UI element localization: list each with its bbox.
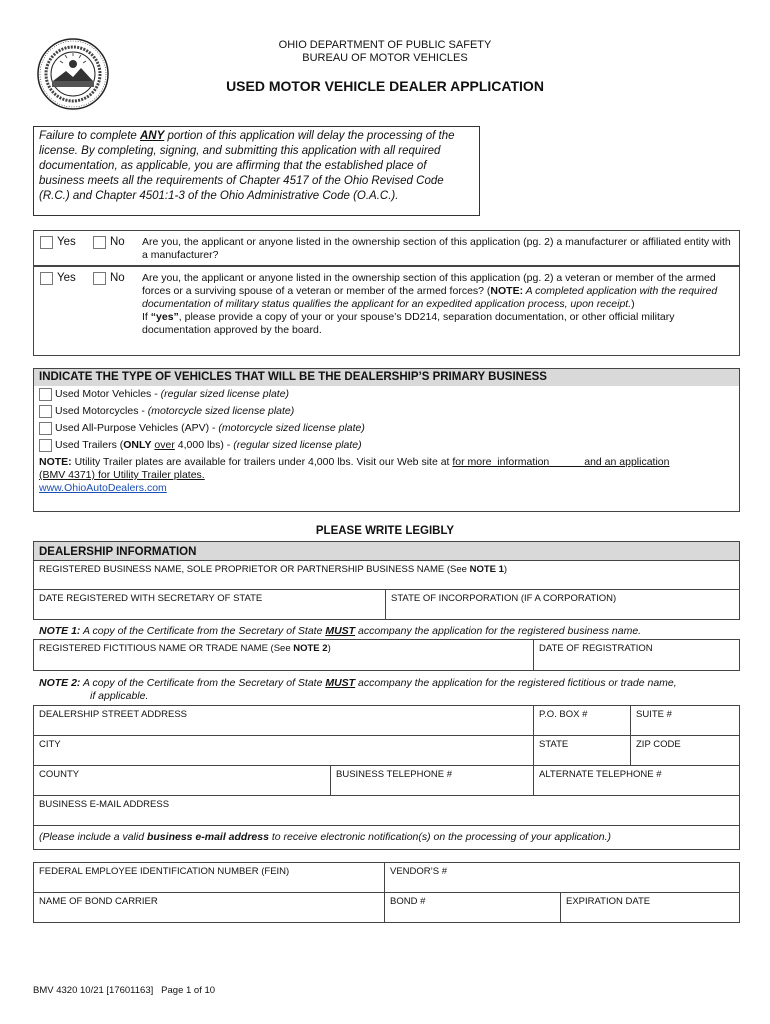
county-field[interactable] bbox=[33, 765, 331, 796]
vehicle-option-label: Used All-Purpose Vehicles (APV) - bbox=[55, 422, 219, 434]
manufacturer-question-row bbox=[33, 230, 740, 266]
q2-note-label: NOTE: bbox=[490, 285, 524, 297]
business-name-label: REGISTERED BUSINESS NAME, SOLE PROPRIETOR OR PARTNERSHIP BUSINESS NAME (See bbox=[39, 564, 470, 575]
note1-must: MUST bbox=[325, 625, 356, 637]
bond-number-field[interactable] bbox=[384, 892, 561, 923]
q1-no-label: No bbox=[110, 236, 125, 248]
fein-label: FEDERAL EMPLOYEE IDENTIFICATION NUMBER (FEIN) bbox=[39, 866, 290, 877]
zip-code-label: ZIP CODE bbox=[636, 739, 681, 750]
email-note-bold: business e-mail address bbox=[146, 831, 269, 843]
street-address-field[interactable] bbox=[33, 705, 534, 736]
suite-field[interactable] bbox=[630, 705, 740, 736]
fictitious-close: ) bbox=[327, 643, 331, 654]
expiration-date-label: EXPIRATION DATE bbox=[566, 896, 651, 907]
warning-text-cont: portion of this application will delay the processing of the license. By completing, signing, and submitting this application with all required documentation, as applicable, you are affirming that the established place of business meets all the requirements of Chapter 4517 of the Ohio Revised Code (R.C.) and Chapter 4501:1-3 of the Ohio Administrative Code (O.A.C.). bbox=[39, 130, 455, 202]
vendor-number-label: VENDOR’S # bbox=[390, 866, 448, 877]
business-email-field[interactable] bbox=[33, 795, 740, 826]
warning-any: ANY bbox=[140, 130, 165, 142]
note2-ref: NOTE 2 bbox=[293, 643, 328, 654]
dealership-info-header bbox=[33, 541, 740, 560]
city-field[interactable] bbox=[33, 735, 534, 766]
date-registered-field[interactable] bbox=[33, 589, 386, 620]
alternate-telephone-field[interactable] bbox=[533, 765, 740, 796]
motorcycles-checkbox[interactable] bbox=[39, 405, 52, 418]
date-registered-label: DATE REGISTERED WITH SECRETARY OF STATE bbox=[39, 593, 263, 604]
note2-text: A copy of the Certificate from the Secretary of State bbox=[80, 677, 326, 689]
note-label: NOTE: bbox=[39, 456, 72, 468]
email-note-row bbox=[33, 825, 740, 850]
alternate-telephone-label: ALTERNATE TELEPHONE # bbox=[539, 769, 662, 780]
expiration-date-field[interactable] bbox=[560, 892, 740, 923]
motor-vehicles-checkbox[interactable] bbox=[39, 388, 52, 401]
trailers-checkbox[interactable] bbox=[39, 439, 52, 452]
state-field[interactable] bbox=[533, 735, 631, 766]
note1-text: A copy of the Certificate from the Secretary of State bbox=[80, 625, 326, 637]
suite-label: SUITE # bbox=[636, 709, 672, 720]
street-address-label: DEALERSHIP STREET ADDRESS bbox=[39, 709, 188, 720]
business-telephone-label: BUSINESS TELEPHONE # bbox=[336, 769, 452, 780]
fictitious-name-field[interactable] bbox=[33, 639, 534, 671]
write-legibly-heading: PLEASE WRITE LEGIBLY bbox=[315, 525, 455, 537]
q2-no-label: No bbox=[110, 272, 125, 284]
manufacturer-question: Are you, the applicant or anyone listed in the ownership section of this application (pg. 2) a manufacturer or affiliated entity with a manufacturer? bbox=[142, 236, 731, 261]
note1-text-cont: accompany the application for the registered business name. bbox=[355, 625, 642, 637]
q2-yes-label: Yes bbox=[57, 272, 76, 284]
q2-yes-checkbox[interactable] bbox=[40, 272, 53, 285]
veteran-question bbox=[142, 272, 733, 337]
vehicle-option-motor bbox=[34, 386, 739, 403]
vehicle-option-apv bbox=[34, 420, 739, 437]
apv-checkbox[interactable] bbox=[39, 422, 52, 435]
q2-yes-quote: “yes” bbox=[150, 311, 179, 323]
warning-box bbox=[33, 126, 480, 216]
bond-number-label: BOND # bbox=[390, 896, 426, 907]
business-name-close: ) bbox=[503, 564, 508, 575]
info-link[interactable]: for more information and an application bbox=[452, 456, 670, 468]
q1-yes-checkbox[interactable] bbox=[40, 236, 53, 249]
state-label: STATE bbox=[539, 739, 569, 750]
ohio-auto-dealers-link[interactable]: www.OhioAutoDealers.com bbox=[39, 482, 167, 494]
city-label: CITY bbox=[39, 739, 61, 750]
date-of-registration-label: DATE OF REGISTRATION bbox=[539, 643, 653, 654]
vehicle-option-motorcycle bbox=[34, 403, 739, 420]
form-title: USED MOTOR VEHICLE DEALER APPLICATION bbox=[226, 78, 544, 94]
state-incorporation-label: STATE OF INCORPORATION (IF A CORPORATION) bbox=[391, 593, 617, 604]
po-box-label: P.O. BOX # bbox=[539, 709, 588, 720]
email-note-text-cont: to receive electronic notification(s) on the processing of your application.) bbox=[268, 831, 611, 843]
fein-field[interactable] bbox=[33, 862, 385, 893]
q1-yes-label: Yes bbox=[57, 236, 76, 248]
note2-label: NOTE 2: bbox=[39, 677, 81, 689]
vehicle-option-label: Used Motor Vehicles - bbox=[55, 388, 161, 400]
fictitious-name-label: REGISTERED FICTITIOUS NAME OR TRADE NAME (See bbox=[39, 643, 294, 654]
bond-carrier-field[interactable] bbox=[33, 892, 385, 923]
dealership-info-heading: DEALERSHIP INFORMATION bbox=[39, 546, 197, 558]
note1-label: NOTE 1: bbox=[39, 625, 81, 637]
note2-text-cont: accompany the application for the registered fictitious or trade name, bbox=[355, 677, 677, 689]
note-1 bbox=[39, 625, 641, 638]
date-of-registration-field[interactable] bbox=[533, 639, 740, 671]
county-label: COUNTY bbox=[39, 769, 80, 780]
q2-note-text: A completed application with the required documentation of military status qualifies the applicant for an expedited application process, upon receipt. bbox=[142, 285, 718, 310]
q2-no-checkbox[interactable] bbox=[93, 272, 106, 285]
trailers-only: ONLY bbox=[123, 439, 152, 451]
vehicle-option-detail: (regular sized license plate) bbox=[160, 388, 290, 400]
trailers-detail: (regular sized license plate) bbox=[233, 439, 362, 451]
bond-carrier-label: NAME OF BOND CARRIER bbox=[39, 896, 158, 907]
note-2 bbox=[39, 677, 677, 703]
utility-trailer-note bbox=[34, 454, 739, 497]
note-text: Utility Trailer plates are available for trailers under 4,000 lbs. Visit our Web site at bbox=[71, 456, 453, 468]
q2-close: ) bbox=[631, 298, 635, 310]
q2-if: If bbox=[142, 311, 151, 323]
note2-must: MUST bbox=[325, 677, 356, 689]
note1-ref: NOTE 1 bbox=[469, 564, 504, 575]
department-name: OHIO DEPARTMENT OF PUBLIC SAFETY bbox=[278, 39, 492, 51]
business-email-label: BUSINESS E-MAIL ADDRESS bbox=[39, 799, 170, 810]
vehicle-type-section bbox=[33, 368, 740, 512]
note2-applicable: if applicable. bbox=[90, 690, 149, 702]
q2-dd214-text: , please provide a copy of your or your spouse’s DD214, separation documentation, or other official military documentation approved by the board. bbox=[142, 311, 675, 336]
trailers-weight: 4,000 lbs) - bbox=[174, 439, 234, 451]
form-footer: BMV 4320 10/21 [17601163] Page 1 of 10 bbox=[33, 985, 216, 996]
veteran-question-row bbox=[33, 266, 740, 356]
warning-text: Failure to complete bbox=[39, 130, 140, 142]
vendor-number-field[interactable] bbox=[384, 862, 740, 893]
email-note-text: (Please include a valid bbox=[39, 831, 147, 843]
state-incorporation-field[interactable] bbox=[385, 589, 740, 620]
business-telephone-field[interactable] bbox=[330, 765, 534, 796]
zip-code-field[interactable] bbox=[630, 735, 740, 766]
vehicle-option-detail: (motorcycle sized license plate) bbox=[218, 422, 365, 434]
bmv4371-link[interactable]: (BMV 4371) for Utility Trailer plates. bbox=[39, 469, 205, 481]
vehicle-option-detail: (motorcycle sized license plate) bbox=[147, 405, 295, 417]
trailers-over: over bbox=[154, 439, 175, 451]
bureau-name: BUREAU OF MOTOR VEHICLES bbox=[302, 52, 468, 64]
vehicle-option-label: Used Motorcycles - bbox=[55, 405, 148, 417]
q1-no-checkbox[interactable] bbox=[93, 236, 106, 249]
po-box-field[interactable] bbox=[533, 705, 631, 736]
vehicle-type-heading: INDICATE THE TYPE OF VEHICLES THAT WILL BE THE DEALERSHIP’S PRIMARY BUSINESS bbox=[34, 369, 739, 386]
trailers-label: Used Trailers ( bbox=[55, 439, 124, 451]
business-name-field[interactable] bbox=[33, 560, 740, 590]
q2-text: Are you, the applicant or anyone listed in the ownership section of this application (pg. 2) a veteran or member of the armed forces or a surviving spouse of a veteran or member of the armed forces? ( bbox=[142, 272, 716, 297]
vehicle-option-trailers bbox=[34, 437, 739, 454]
